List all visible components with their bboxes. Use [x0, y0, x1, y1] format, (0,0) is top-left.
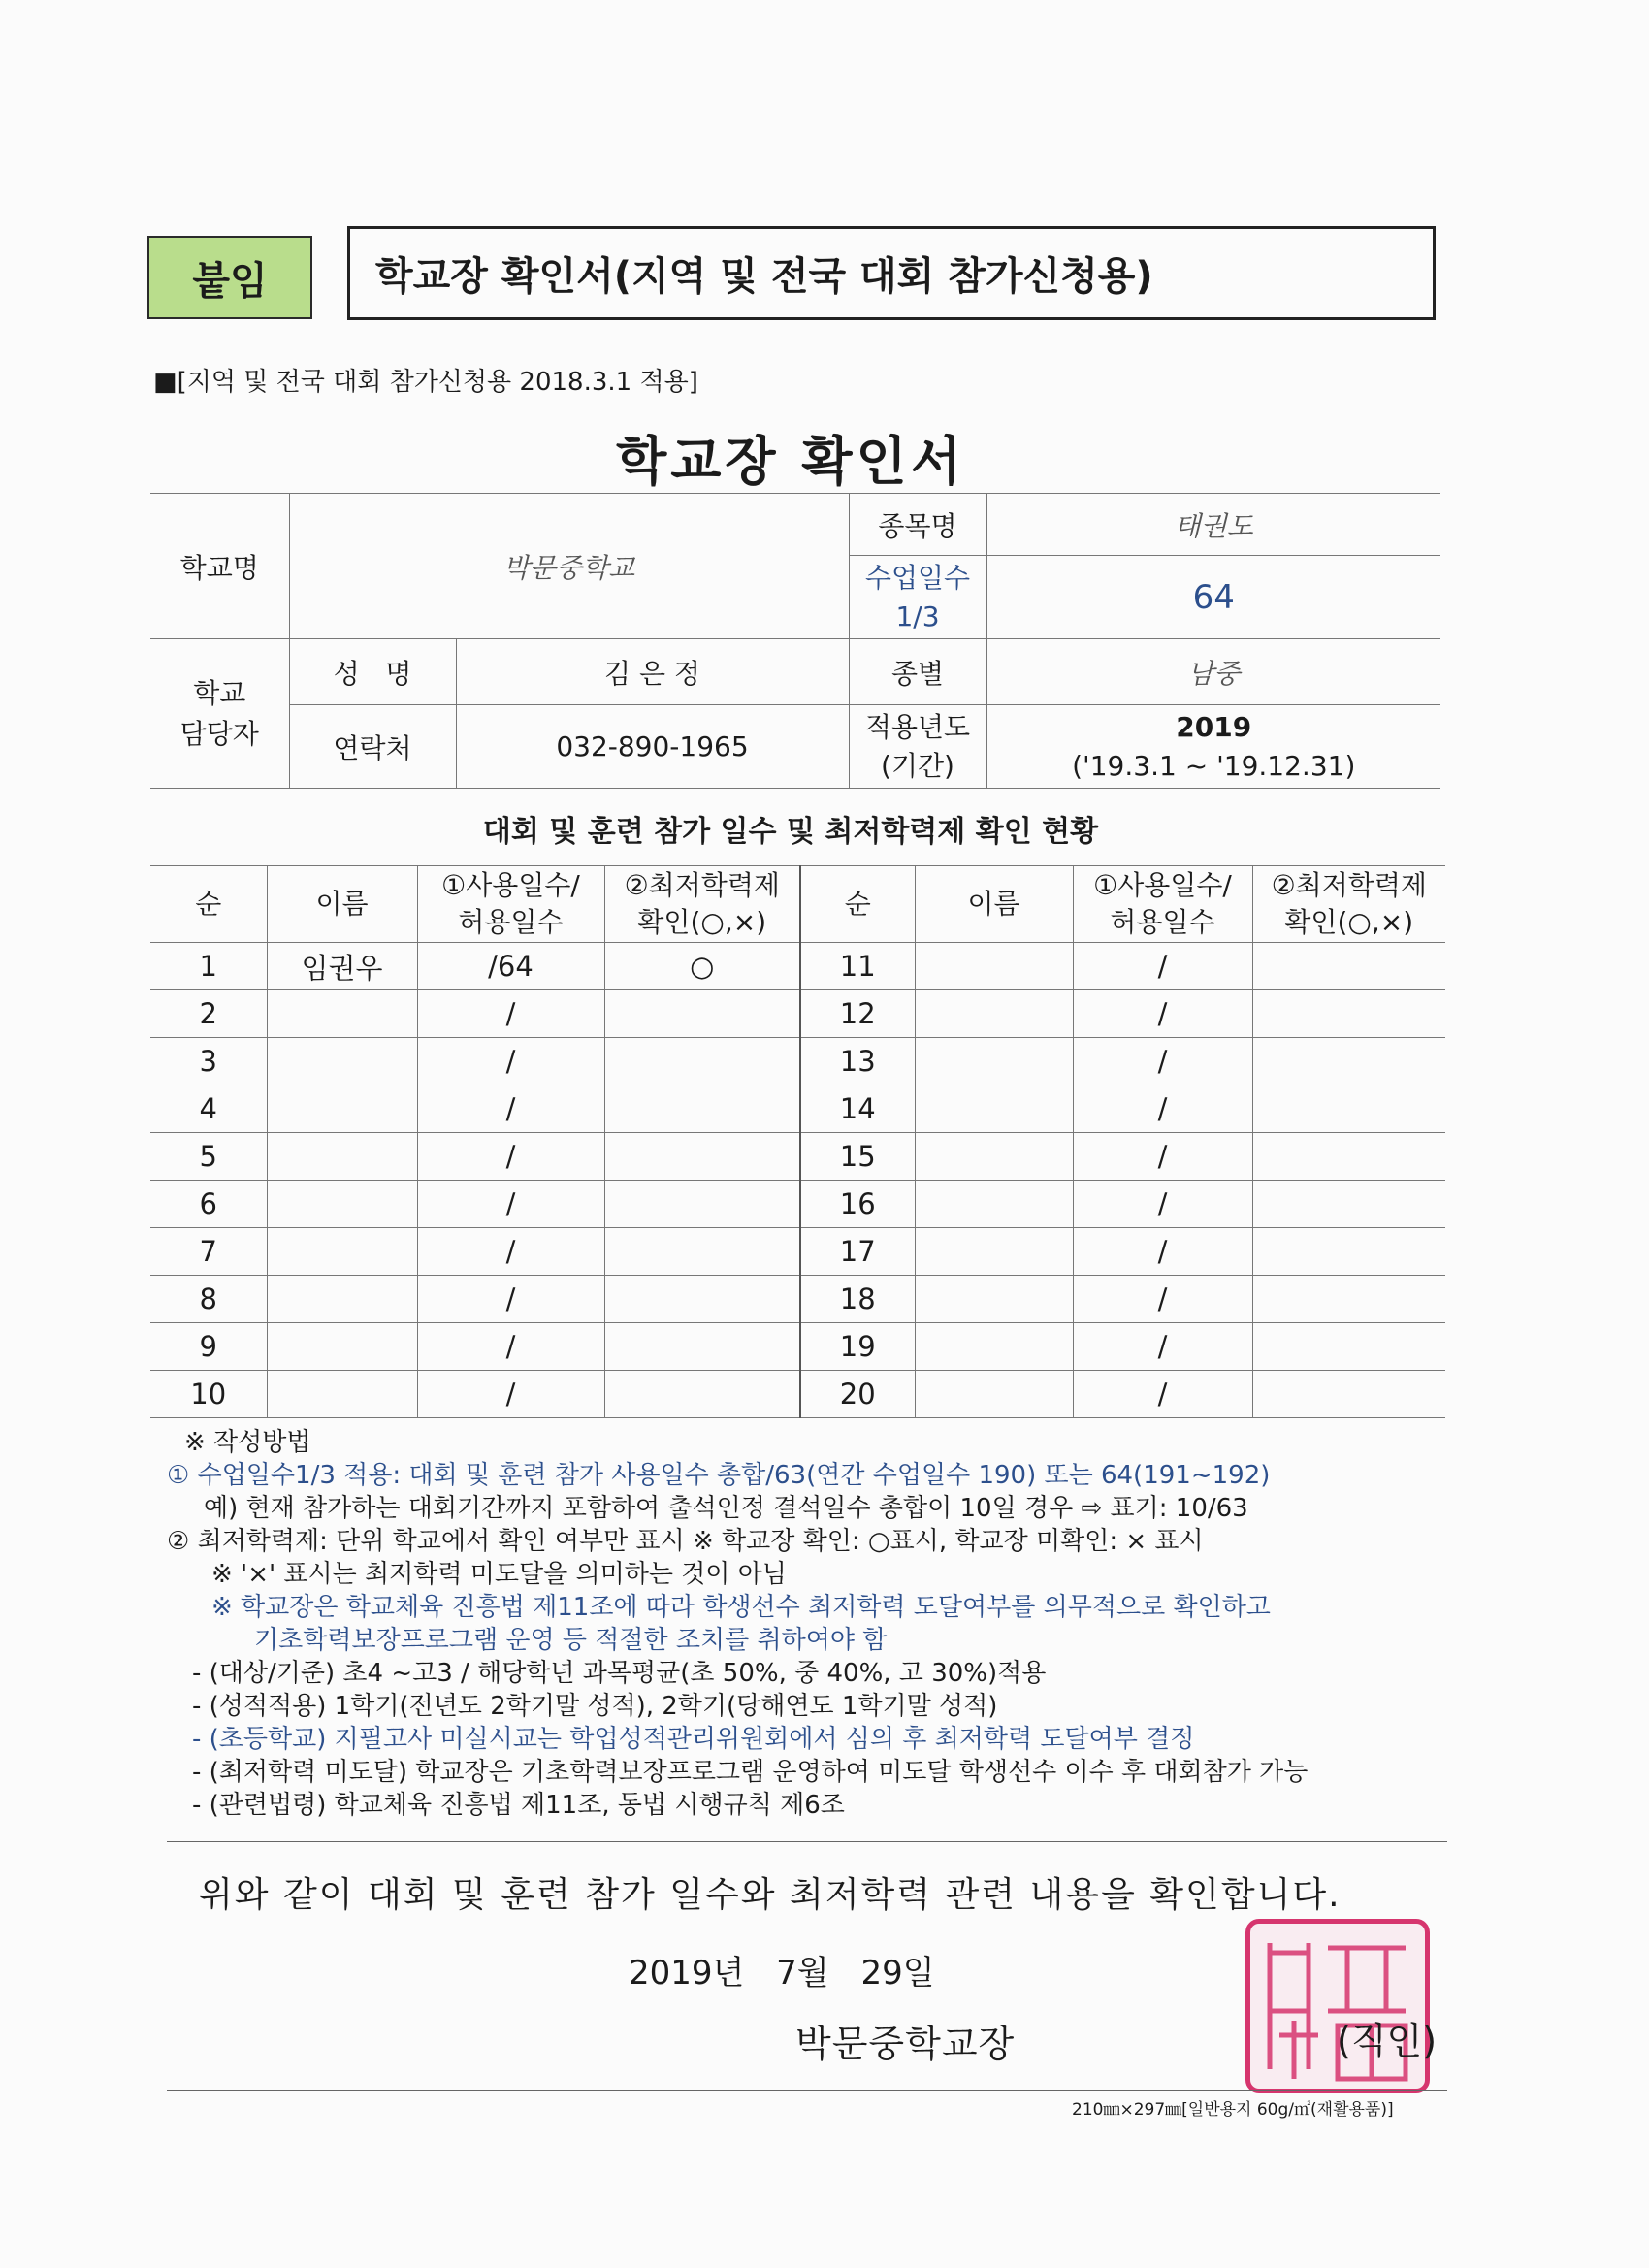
seal-label: (직인): [1337, 2020, 1438, 2062]
table-row: 6 / 16 /: [150, 1181, 1445, 1228]
official-seal-stamp: [1245, 1919, 1430, 2093]
school-value: 박문중학교: [289, 494, 849, 639]
manager-label: 학교 담당자: [150, 639, 289, 789]
col-no-right: 순: [800, 866, 915, 943]
paper-spec: 210㎜×297㎜[일반용지 60g/㎡(재활용품)]: [1072, 2100, 1394, 2120]
school-label: 학교명: [150, 494, 289, 639]
note-10: - (최저학력 미도달) 학교장은 기초학력보장프로그램 운영하여 미도달 학생선수 이수 후 대회참가 가능: [192, 1758, 1309, 1787]
note-3: ② 최저학력제: 단위 학교에서 확인 여부만 표시 ※ 학교장 확인: ○표시, 학교장 미확인: × 표시: [167, 1527, 1204, 1556]
note-1: ① 수업일수1/3 적용: 대회 및 훈련 참가 사용일수 총합/63(연간 수업일수 190) 또는 64(191~192): [167, 1461, 1271, 1490]
col-no: 순: [150, 866, 267, 943]
table-row: 9 / 19 /: [150, 1323, 1445, 1371]
note-11: - (관련법령) 학교체육 진흥법 제11조, 동법 시행규칙 제6조: [192, 1791, 845, 1820]
participation-table: [150, 865, 1445, 1418]
days-value: 64: [986, 556, 1440, 639]
form-banner: 학교장 확인서(지역 및 전국 대회 참가신청용): [347, 226, 1436, 320]
col-check-right: ②최저학력제 확인(○,×): [1252, 866, 1445, 943]
sport-value: 태권도: [986, 494, 1440, 556]
table-row: 2 / 12 /: [150, 990, 1445, 1038]
note-8: - (성적적용) 1학기(전년도 2학기말 성적), 2학기(당해연도 1학기말 성적): [192, 1692, 998, 1721]
instructions: [167, 1426, 1447, 1822]
table-row: 10 / 20 /: [150, 1371, 1445, 1418]
note-9: - (초등학교) 지필고사 미실시교는 학업성적관리위원회에서 심의 후 최저학력 도달여부 결정: [192, 1725, 1195, 1754]
name-label: 성 명: [289, 639, 456, 705]
table-row: 5 / 15 /: [150, 1133, 1445, 1181]
table-row: 1 임권우 /64 ○ 11 /: [150, 943, 1445, 990]
note-5: ※ 학교장은 학교체육 진흥법 제11조에 따라 학생선수 최저학력 도달여부를 의무적으로 확인하고: [211, 1593, 1271, 1622]
col-check: ②최저학력제 확인(○,×): [604, 866, 800, 943]
year-label: 적용년도 (기간): [849, 705, 986, 789]
section-title: 대회 및 훈련 참가 일수 및 최저학력제 확인 현황: [482, 815, 1099, 849]
table-row: 7 / 17 /: [150, 1228, 1445, 1276]
contact-value: 032-890-1965: [456, 705, 849, 789]
attachment-badge: 붙임: [147, 236, 312, 319]
contact-label: 연락처: [289, 705, 456, 789]
principal-name: 박문중학교장: [795, 2023, 1016, 2065]
col-days-right: ①사용일수/ 허용일수: [1073, 866, 1252, 943]
year-value: 2019 ('19.3.1 ~ '19.12.31): [986, 705, 1440, 789]
divider: [167, 1841, 1447, 1842]
table-row: 4 / 14 /: [150, 1085, 1445, 1133]
name-value: 김 은 정: [456, 639, 849, 705]
gender-value: 남중: [986, 639, 1440, 705]
page-title: 학교장 확인서: [616, 431, 965, 492]
issue-date: 2019년 7월 29일: [629, 1954, 935, 1993]
note-7: - (대상/기준) 초4 ~고3 / 해당학년 과목평균(초 50%, 중 40%, 고 30%)적용: [192, 1659, 1047, 1688]
instructions-heading: ※ 작성방법: [184, 1428, 311, 1457]
note-6: 기초학력보장프로그램 운영 등 적절한 조치를 취하여야 함: [254, 1626, 888, 1655]
table-header-row: [150, 866, 1445, 943]
sport-label: 종목명: [849, 494, 986, 556]
note-2: 예) 현재 참가하는 대회기간까지 포함하여 출석인정 결석일수 총합이 10일 경우 ⇨ 표기: 10/63: [204, 1494, 1248, 1523]
info-table: [150, 493, 1440, 789]
days-label: 수업일수 1/3: [849, 556, 986, 639]
table-row: 3 / 13 /: [150, 1038, 1445, 1085]
note-4: ※ '×' 표시는 최저학력 미도달을 의미하는 것이 아님: [211, 1560, 787, 1589]
col-days: ①사용일수/ 허용일수: [417, 866, 604, 943]
gender-label: 종별: [849, 639, 986, 705]
confirmation-statement: 위와 같이 대회 및 훈련 참가 일수와 최저학력 관련 내용을 확인합니다.: [199, 1875, 1342, 1915]
footer-divider: [167, 2090, 1447, 2091]
col-name: 이름: [267, 866, 417, 943]
col-name-right: 이름: [915, 866, 1073, 943]
table-row: 8 / 18 /: [150, 1276, 1445, 1323]
applicability-notice: ■[지역 및 전국 대회 참가신청용 2018.3.1 적용]: [153, 368, 698, 397]
